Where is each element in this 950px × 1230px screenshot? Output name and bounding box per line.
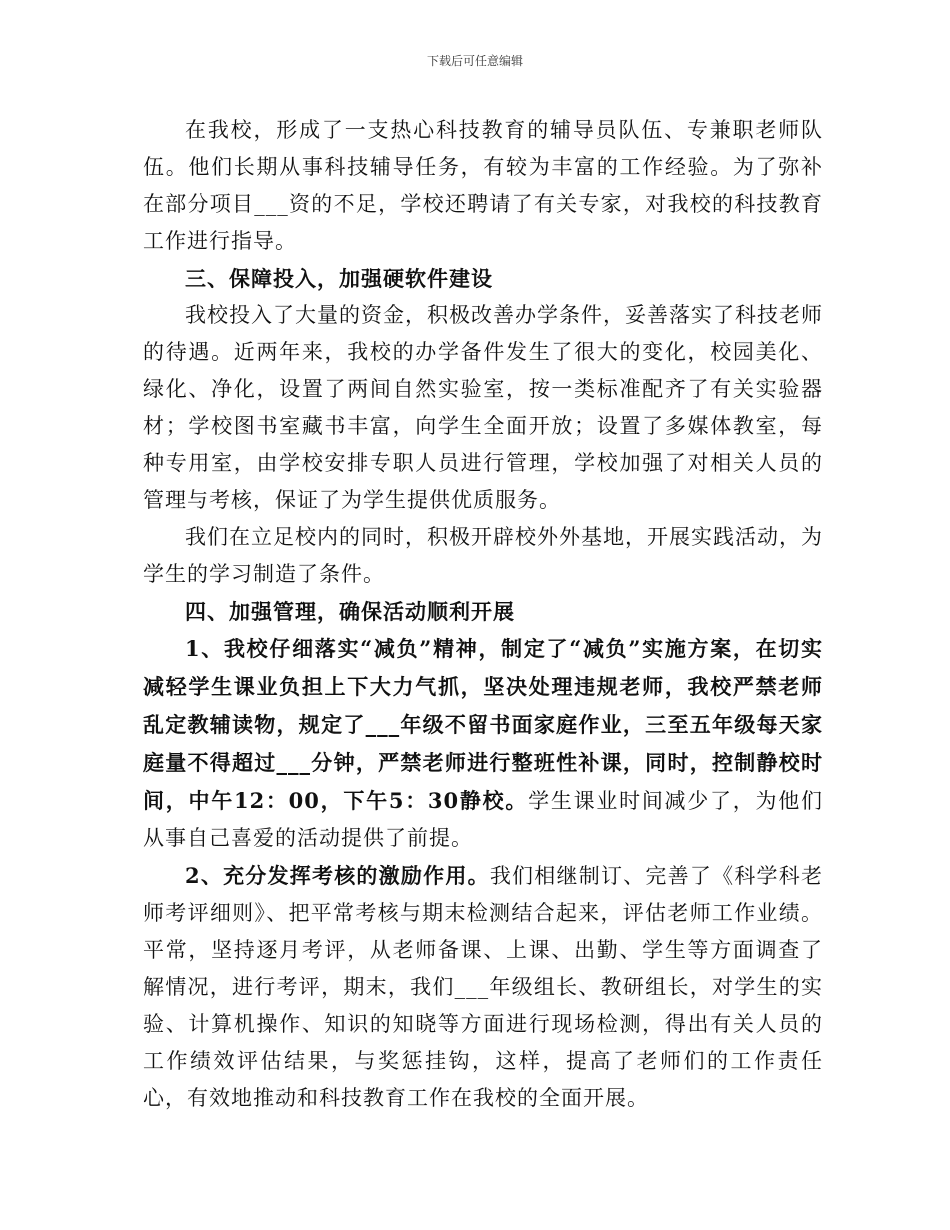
paragraph-investment: 我校投入了大量的资金，积极改善办学条件，妥善落实了科技老师的待遇。近两年来，我校的办学备件发生了很大的变化，校园美化、绿化、净化，设置了两间自然实验室，按一类标准配齐了有关实验器材；学校图书室藏书丰富，向学生全面开放；设置了多媒体教室，每种专用室，由学校安排专职人员进行管理，学校加强了对相关人员的管理与考核，保证了为学生提供优质服务。 [143, 303, 823, 512]
heading-section-3: 三、保障投入，加强硬软件建设 [185, 266, 493, 291]
burden-reduction-text: 学生课业时间减少了，为他们从事自己喜爱的活动提供了前提。 [143, 789, 823, 850]
paragraph-assessment [143, 857, 823, 1117]
assessment-bold: 2、充分发挥考核的激励作用。 [185, 863, 490, 888]
burden-reduction-bold: 1、我校仔细落实“减负”精神，制定了“减负”实施方案，在切实减轻学生课业负担上下大力气抓，坚决处理违规老师，我校严禁老师乱定教辅读物，规定了___年级不留书面家庭作业，三至五年级每天家庭量不得超过___分钟，严禁老师进行整班性补课，同时，控制静校时间，中午12：00，下午5：30静校。 [143, 636, 823, 813]
paragraph-burden-reduction [143, 630, 823, 857]
paragraph-team: 在我校，形成了一支热心科技教育的辅导员队伍、专兼职老师队伍。他们长期从事科技辅导任务，有较为丰富的工作经验。为了弥补在部分项目___资的不足，学校还聘请了有关专家，对我校的科技教育工作进行指导。 [143, 118, 823, 253]
assessment-text: 我们相继制订、完善了《科学科老师考评细则》、把平常考核与期末检测结合起来，评估老师工作业绩。平常，坚持逐月考评，从老师备课、上课、出勤、学生等方面调查了解情况，进行考评，期末，我们___年级组长、教研组长，对学生的实验、计算机操作、知识的知晓等方面进行现场检测，得出有关人员的工作绩效评估结果，与奖惩挂钩，这样，提高了老师们的工作责任心，有效地推动和科技教育工作在我校的全面开展。 [143, 864, 823, 1110]
document-body [143, 112, 823, 1117]
paragraph-practice-base: 我们在立足校内的同时，积极开辟校外外基地，开展实践活动，为学生的学习制造了条件。 [143, 525, 823, 586]
heading-section-4: 四、加强管理，确保活动顺利开展 [185, 599, 515, 624]
page-header: 下载后可任意编辑 [426, 54, 523, 68]
